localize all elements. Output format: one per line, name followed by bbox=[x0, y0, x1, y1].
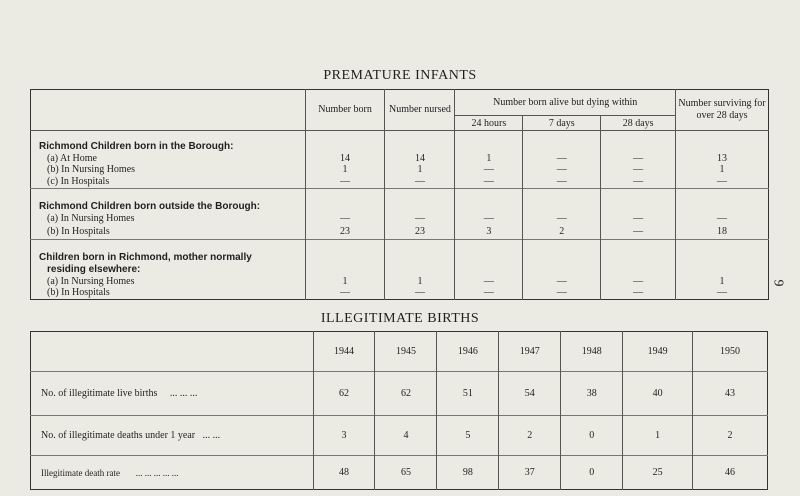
header-surviving: Number surviving for over 28 days bbox=[676, 90, 769, 131]
table-row: (c) In Hospitals — — — — — — bbox=[31, 175, 769, 189]
header-24-hours: 24 hours bbox=[455, 116, 523, 131]
table-row: (a) In Nursing Homes 1 1 — — — 1 bbox=[31, 276, 769, 287]
year-header: 1944 bbox=[313, 332, 375, 372]
table-row: (a) At Home 14 14 1 — — 13 bbox=[31, 153, 769, 164]
group-label: Richmond Children born in the Borough: bbox=[39, 140, 234, 152]
group-label-continued: residing elsewhere: bbox=[47, 263, 141, 275]
header-28-days: 28 days bbox=[601, 116, 676, 131]
header-born-alive-dying: Number born alive but dying within bbox=[455, 90, 676, 116]
premature-infants-table bbox=[30, 89, 769, 300]
illegitimate-births-table bbox=[30, 331, 768, 490]
leader-dots: ... ... bbox=[202, 430, 221, 441]
table-row: Illegitimate death rate ... ... ... ... ... 48 65 98 37 0 25 46 bbox=[31, 456, 768, 490]
group-label: Children born in Richmond, mother normally bbox=[39, 251, 252, 263]
year-header: 1945 bbox=[375, 332, 437, 372]
table-row: No. of illegitimate live births ... ... ... 62 62 51 54 38 40 43 bbox=[31, 372, 768, 416]
table-row: (b) In Hospitals — — — — — — bbox=[31, 287, 769, 300]
year-header: 1950 bbox=[693, 332, 768, 372]
table-row: (b) In Hospitals 23 23 3 2 — 18 bbox=[31, 224, 769, 240]
row-label: No. of illegitimate live births bbox=[41, 388, 158, 399]
row-label: No. of illegitimate deaths under 1 year bbox=[41, 430, 196, 441]
illegitimate-births-title: ILLEGITIMATE BIRTHS bbox=[320, 311, 480, 326]
row-label: Illegitimate death rate bbox=[41, 467, 120, 478]
header-number-born: Number born bbox=[305, 90, 385, 131]
leader-dots: ... ... ... ... ... bbox=[135, 467, 179, 478]
table-row: (b) In Nursing Homes 1 1 — — — 1 bbox=[31, 164, 769, 175]
table-row: No. of illegitimate deaths under 1 year ... ... 3 4 5 2 0 1 2 bbox=[31, 416, 768, 456]
header-number-nursed: Number nursed bbox=[385, 90, 455, 131]
year-header: 1947 bbox=[499, 332, 561, 372]
header-7-days: 7 days bbox=[523, 116, 601, 131]
header-blank bbox=[31, 90, 306, 131]
page-number: 9 bbox=[770, 279, 786, 287]
year-header: 1949 bbox=[623, 332, 693, 372]
year-header: 1948 bbox=[561, 332, 623, 372]
year-header: 1946 bbox=[437, 332, 499, 372]
leader-dots: ... ... ... bbox=[169, 388, 198, 399]
group-label: Richmond Children born outside the Borough: bbox=[39, 200, 261, 212]
premature-infants-title: PREMATURE INFANTS bbox=[323, 68, 477, 83]
year-header-row bbox=[31, 332, 768, 372]
table-row: (a) In Nursing Homes — — — — — — bbox=[31, 213, 769, 224]
